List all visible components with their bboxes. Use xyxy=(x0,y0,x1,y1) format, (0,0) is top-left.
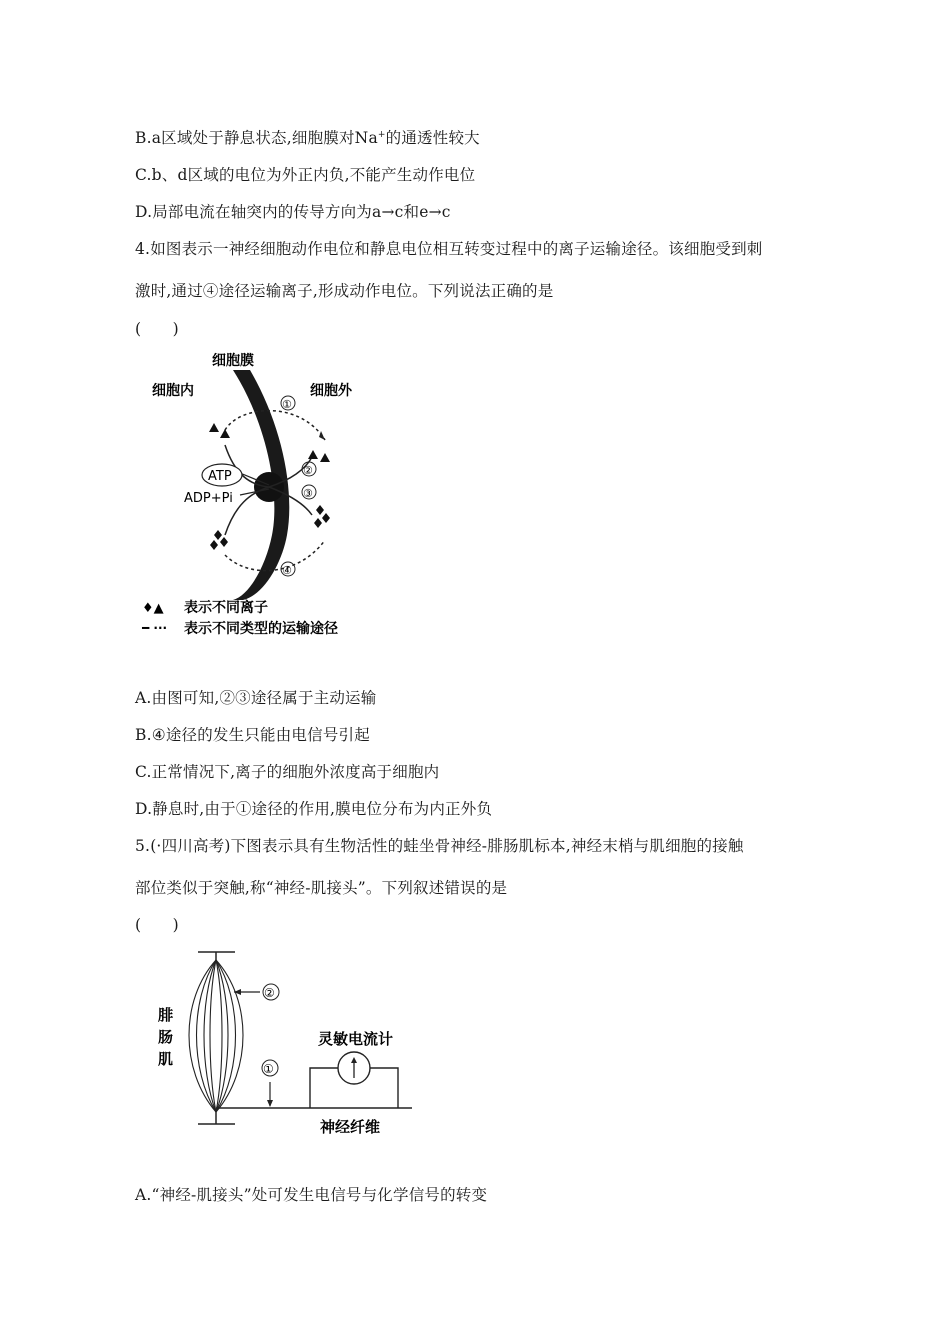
q4-option-b: B.④途径的发生只能由电信号引起 xyxy=(135,726,370,744)
q4-option-c: C.正常情况下,离子的细胞外浓度高于细胞内 xyxy=(135,763,440,781)
ion-transport-figure xyxy=(140,345,380,645)
legend-ion-symbols: ♦▲ xyxy=(142,601,164,616)
q5-answer-bracket: ( ) xyxy=(135,916,179,934)
label-1: ① xyxy=(263,1062,274,1076)
q3-option-b-text: B.a区域处于静息状态,细胞膜对Na xyxy=(135,129,378,147)
ion-triangles-outside xyxy=(308,450,330,462)
legend-line-text: 表示不同类型的运输途径 xyxy=(184,621,338,637)
q3-option-d: D.局部电流在轴突内的传导方向为a→c和e→c xyxy=(135,203,451,221)
gastrocnemius-muscle xyxy=(189,960,243,1112)
q3-option-c: C.b、d区域的电位为外正内负,不能产生动作电位 xyxy=(135,166,476,184)
label-pathway-1: ① xyxy=(282,398,292,411)
q4-option-d: D.静息时,由于①途径的作用,膜电位分布为内正外负 xyxy=(135,800,493,818)
q4-answer-bracket: ( ) xyxy=(135,320,179,338)
label-adp-pi: ADP+Pi xyxy=(184,491,233,506)
label-2: ② xyxy=(264,986,275,1000)
ion-diamonds-outside xyxy=(314,505,330,528)
q3-option-b-tail: 的通透性较大 xyxy=(385,129,480,147)
label-atp: ATP xyxy=(208,469,232,484)
label-outside-cell: 细胞外 xyxy=(310,383,352,399)
label-cell-membrane: 细胞膜 xyxy=(212,353,254,369)
muscle-label-3: 肌 xyxy=(158,1050,174,1068)
q5-stem-line2: 部位类似于突触,称“神经-肌接头”。下列叙述错误的是 xyxy=(135,879,508,897)
label-galvanometer: 灵敏电流计 xyxy=(318,1030,394,1048)
label-pathway-3: ③ xyxy=(303,487,313,500)
ion-triangles-inside xyxy=(209,423,230,438)
sodium-superscript: + xyxy=(377,129,386,140)
muscle-label-1: 腓 xyxy=(158,1006,174,1024)
label-pathway-4: ④ xyxy=(282,564,292,577)
pathway-1-arrowhead xyxy=(319,431,325,440)
label-nerve-fiber: 神经纤维 xyxy=(320,1118,381,1136)
label-inside-cell: 细胞内 xyxy=(152,383,194,399)
q5-stem-line1: 5.(·四川高考)下图表示具有生物活性的蛙坐骨神经-腓肠肌标本,神经末梢与肌细胞的接触 xyxy=(135,837,744,855)
q3-option-b xyxy=(135,126,480,148)
muscle-label-2: 肠 xyxy=(158,1028,174,1046)
q5-option-a: A.“神经-肌接头”处可发生电信号与化学信号的转变 xyxy=(135,1186,488,1204)
q4-option-a: A.由图可知,②③途径属于主动运输 xyxy=(135,689,377,707)
label-pathway-2: ② xyxy=(303,464,313,477)
legend-ion-text: 表示不同离子 xyxy=(184,600,268,616)
q4-stem-line1: 4.如图表示一神经细胞动作电位和静息电位相互转变过程中的离子运输途径。该细胞受到刺 xyxy=(135,240,763,258)
q4-stem-line2: 激时,通过④途径运输离子,形成动作电位。下列说法正确的是 xyxy=(135,282,554,300)
nerve-muscle-figure xyxy=(150,940,430,1140)
legend-line-symbols: ━ ··· xyxy=(142,621,168,635)
